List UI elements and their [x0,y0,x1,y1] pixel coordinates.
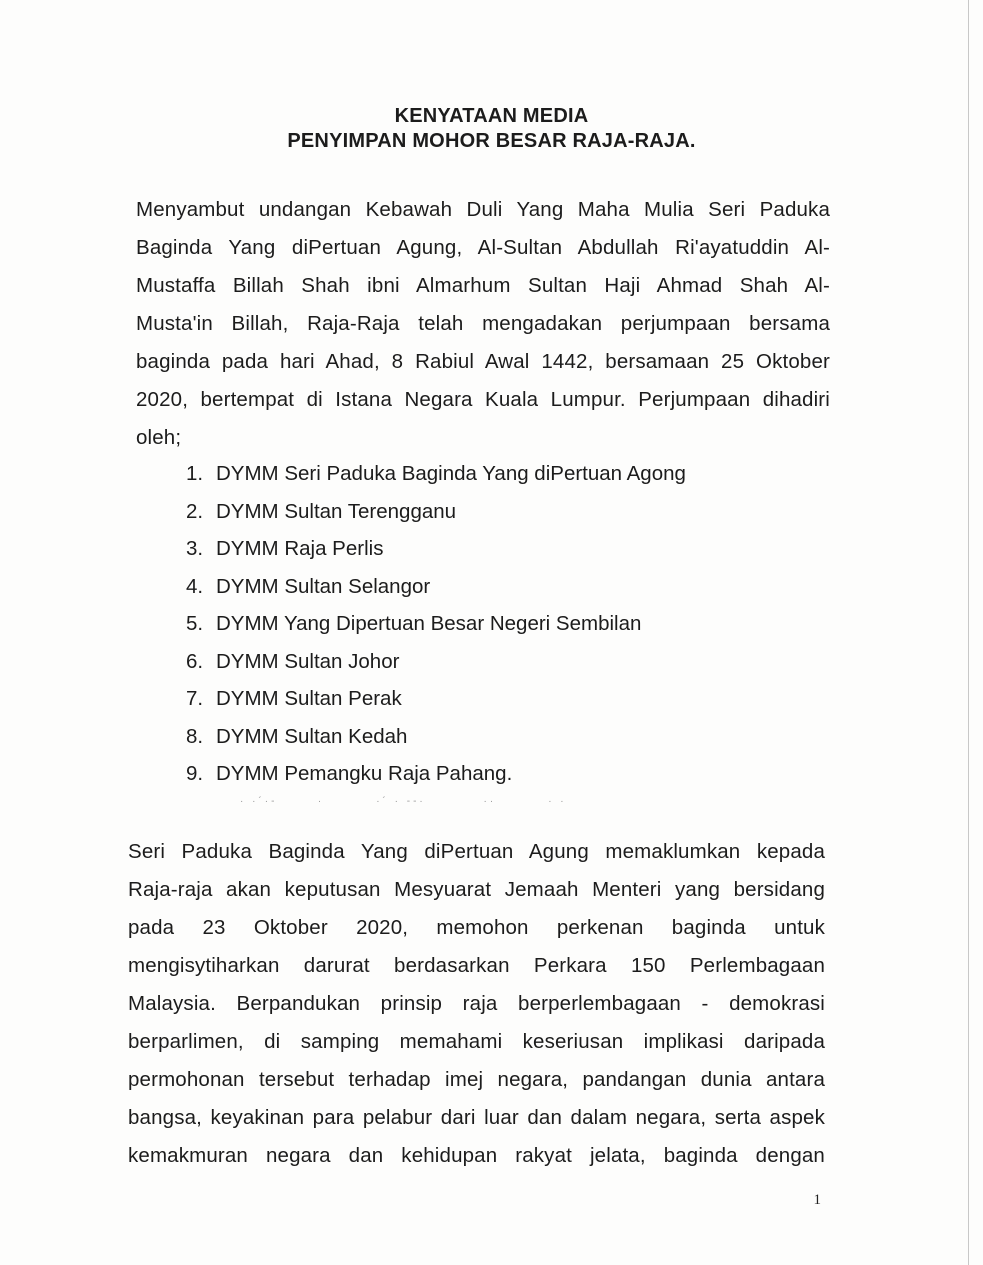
list-number: 4. [186,574,204,598]
list-text: DYMM Sultan Perak [216,687,402,710]
list-text: DYMM Pemangku Raja Pahang. [216,762,513,785]
attendee-list [186,455,686,793]
paragraph-line: Menyambut undangan Kebawah Duli Yang Maha Mulia Seri Paduka [136,198,830,221]
paragraph-line: permohonan tersebut terhadap imej negara, pandangan dunia antara [128,1068,825,1091]
list-item [186,455,686,493]
paragraph-intro [136,191,830,457]
list-item [186,605,686,643]
list-item [186,530,686,568]
paragraph-line: oleh; [136,426,182,449]
paragraph-line: Raja-raja akan keputusan Mesyuarat Jemaah Menteri yang bersidang [128,878,825,901]
list-number: 1. [186,462,204,485]
list-number: 3. [186,537,204,560]
paragraph-line: Malaysia. Berpandukan prinsip raja berperlembagaan - demokrasi [128,992,825,1015]
paragraph-line: baginda pada hari Ahad, 8 Rabiul Awal 1442, bersamaan 25 Oktober [136,350,830,373]
list-item [186,718,686,756]
paragraph-line: Seri Paduka Baginda Yang diPertuan Agung memaklumkan kepada [128,840,825,863]
list-text: DYMM Seri Paduka Baginda Yang diPertuan Agong [216,462,686,485]
document-title [0,104,983,154]
list-text: DYMM Yang Dipertuan Besar Negeri Sembilan [216,612,642,635]
list-number: 7. [186,687,204,710]
list-number: 5. [186,612,204,635]
list-number: 8. [186,724,204,748]
paragraph-line: Mustaffa Billah Shah ibni Almarhum Sultan Haji Ahmad Shah Al- [136,274,830,297]
page-number: 1 [813,1192,821,1208]
list-item [186,568,686,606]
paragraph-line: pada 23 Oktober 2020, memohon perkenan baginda untuk [128,916,825,939]
paragraph-announcement [128,833,825,1175]
list-text: DYMM Raja Perlis [216,537,384,560]
list-text: DYMM Sultan Selangor [216,574,431,598]
list-item [186,680,686,718]
paragraph-line: Musta'in Billah, Raja-Raja telah mengadakan perjumpaan bersama [136,312,830,335]
paragraph-line: bangsa, keyakinan para pelabur dari luar dan dalam negara, serta aspek [128,1106,825,1129]
list-number: 6. [186,649,204,673]
paragraph-line: berparlimen, di samping memahami keseriusan implikasi daripada [128,1030,825,1053]
list-item [186,643,686,681]
list-text: DYMM Sultan Johor [216,649,400,673]
title-line-2: PENYIMPAN MOHOR BESAR RAJA-RAJA. [287,130,696,152]
title-line-1: KENYATAAN MEDIA [394,105,589,127]
list-number: 9. [186,762,204,785]
list-item [186,493,686,531]
list-number: 2. [186,499,204,523]
list-text: DYMM Sultan Kedah [216,724,408,748]
list-text: DYMM Sultan Terengganu [216,499,457,523]
list-item [186,755,686,793]
paragraph-line: kemakmuran negara dan kehidupan rakyat jelata, baginda dengan [128,1144,825,1167]
paragraph-line: 2020, bertempat di Istana Negara Kuala Lumpur. Perjumpaan dihadiri [136,388,830,411]
scan-specks: · ·´·‐ · ·´ · ‐‐· ·· · · [240,796,567,807]
scan-edge-line [968,0,969,1265]
paragraph-line: Baginda Yang diPertuan Agung, Al-Sultan Abdullah Ri'ayatuddin Al- [136,236,830,259]
paragraph-line: mengisytiharkan darurat berdasarkan Perkara 150 Perlembagaan [128,954,825,977]
